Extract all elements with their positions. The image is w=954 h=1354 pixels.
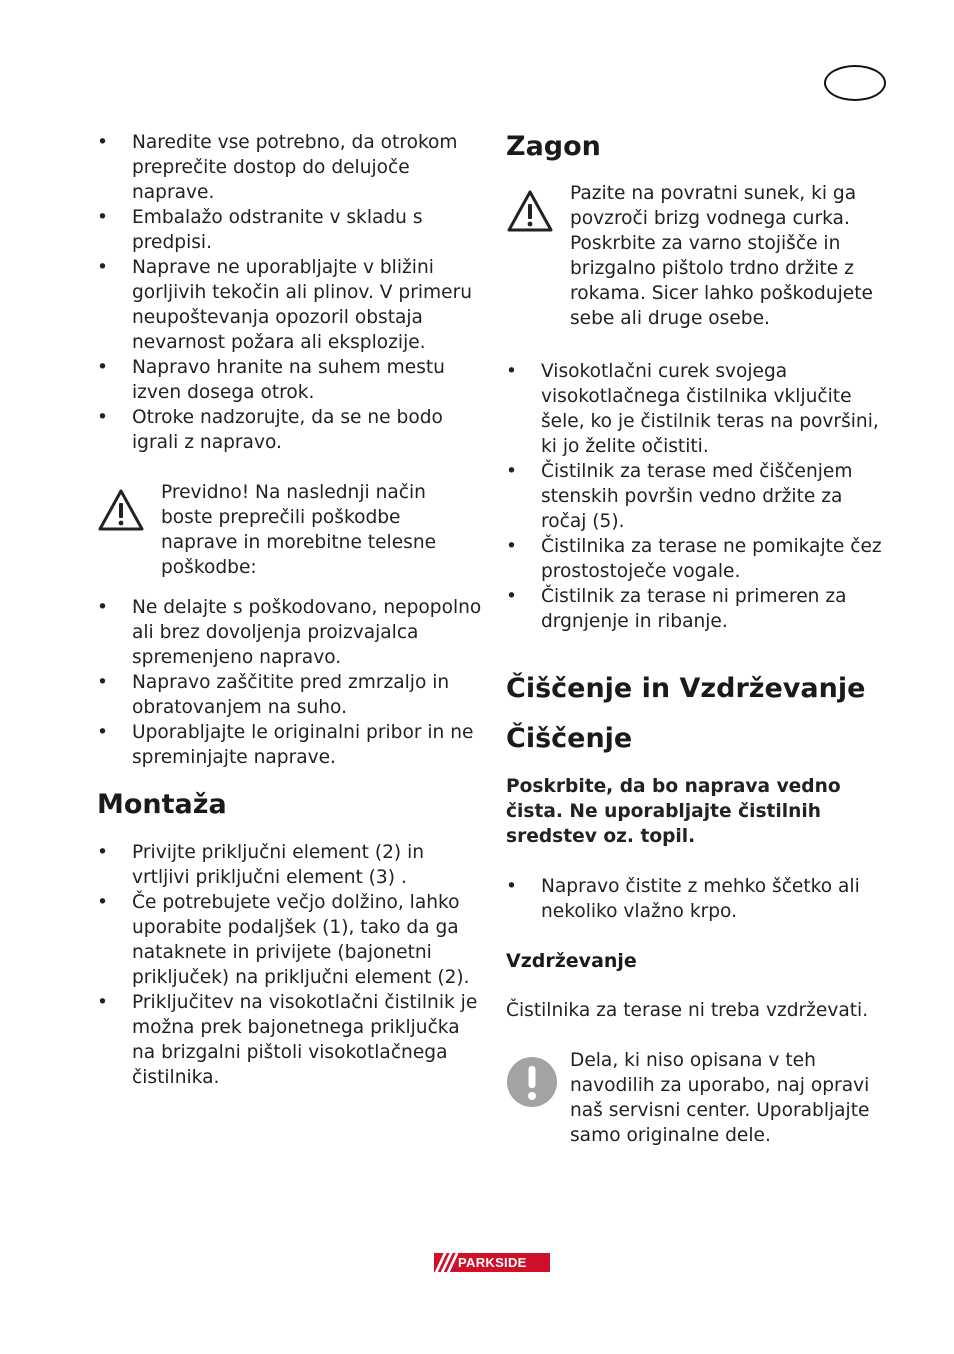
left-column <box>97 130 482 1090</box>
ciscenje-list <box>506 874 892 924</box>
list-item: • Priključitev na visokotlačni čistilnik je možna prek bajonetnega priključka na brizgalni pištoli visokotlačnega čistilnika. <box>97 990 482 1090</box>
list-item: • Čistilnik za terase med čiščenjem stenskih površin vedno držite za ročaj (5). <box>506 459 892 534</box>
zagon-list <box>506 359 892 634</box>
list-item: • Napravo čistite z mehko ščetko ali nekoliko vlažno krpo. <box>506 874 892 924</box>
zagon-warning-block <box>506 181 892 331</box>
vzdrzevanje-heading: Vzdrževanje <box>506 950 637 972</box>
right-column <box>506 130 892 1148</box>
list-item: • Ne delajte s poškodovano, nepopolno ali brez dovoljenja proizvajalca spremenjeno napravo. <box>97 595 482 670</box>
warning-triangle-icon <box>506 189 554 233</box>
parkside-logo <box>434 1253 550 1272</box>
main-heading: Čiščenje in Vzdrževanje <box>506 673 866 704</box>
list-item: • Naprave ne uporabljajte v bližini gorljivih tekočin ali plinov. V primeru neupoštevanja opozoril obstaja nevarnost požara ali eksplozije. <box>97 255 482 355</box>
caution-text: Previdno! Na naslednji način boste preprečili poškodbe naprave in morebitne telesne poškodbe: <box>161 482 437 578</box>
list-item: • Privijte priključni element (2) in vrtljivi priključni element (3) . <box>97 840 482 890</box>
exclamation-circle-icon <box>506 1056 558 1108</box>
note-text: Dela, ki niso opisana v teh navodilih za uporabo, naj opravi naš servisni center. Uporabljajte samo originalne dele. <box>570 1050 870 1146</box>
ciscenje-heading: Čiščenje <box>506 723 633 754</box>
zagon-warning-text: Pazite na povratni sunek, ki ga povzroči brizg vodnega curka. Poskrbite za varno stojišče in brizgalno pištolo trdno držite z rokama. Sicer lahko poškodujete sebe ali druge osebe. <box>570 183 873 329</box>
logo-text: PARKSIDE <box>458 1255 527 1270</box>
list-item: • Naredite vse potrebno, da otrokom preprečite dostop do delujoče naprave. <box>97 130 482 205</box>
list-item: • Uporabljajte le originalni pribor in ne spreminjajte naprave. <box>97 720 482 770</box>
warning-triangle-icon <box>97 488 145 532</box>
logo-stripes <box>434 1253 458 1272</box>
list-item: • Visokotlačni curek svojega visokotlačnega čistilnika vključite šele, ko je čistilnik teras na površini, ki jo želite očistiti. <box>506 359 892 459</box>
safety-list-1 <box>97 130 482 455</box>
list-item: • Otroke nadzorujte, da se ne bodo igrali z napravo. <box>97 405 482 455</box>
list-item: • Čistilnik za terase ni primeren za drgnjenje in ribanje. <box>506 584 892 634</box>
list-item: • Embalažo odstranite v skladu s predpisi. <box>97 205 482 255</box>
caution-block <box>97 480 482 580</box>
note-block <box>506 1048 892 1148</box>
montaza-list <box>97 840 482 1090</box>
list-item: • Če potrebujete večjo dolžino, lahko uporabite podaljšek (1), tako da ga nataknete in privijete (bajonetni priključek) na priključni element (2). <box>97 890 482 990</box>
safety-list-2 <box>97 595 482 770</box>
vzdrzevanje-text: Čistilnika za terase ni treba vzdrževati. <box>506 1000 869 1021</box>
list-item: • Napravo hranite na suhem mestu izven dosega otrok. <box>97 355 482 405</box>
list-item: • Napravo zaščitite pred zmrzaljo in obratovanjem na suho. <box>97 670 482 720</box>
zagon-heading: Zagon <box>506 131 601 162</box>
language-badge <box>824 65 886 101</box>
list-item: • Čistilnika za terase ne pomikajte čez prostostoječe vogale. <box>506 534 892 584</box>
montaza-heading: Montaža <box>97 789 227 820</box>
ciscenje-bold-text: Poskrbite, da bo naprava vedno čista. Ne uporabljajte čistilnih sredstev oz. topil. <box>506 776 841 847</box>
